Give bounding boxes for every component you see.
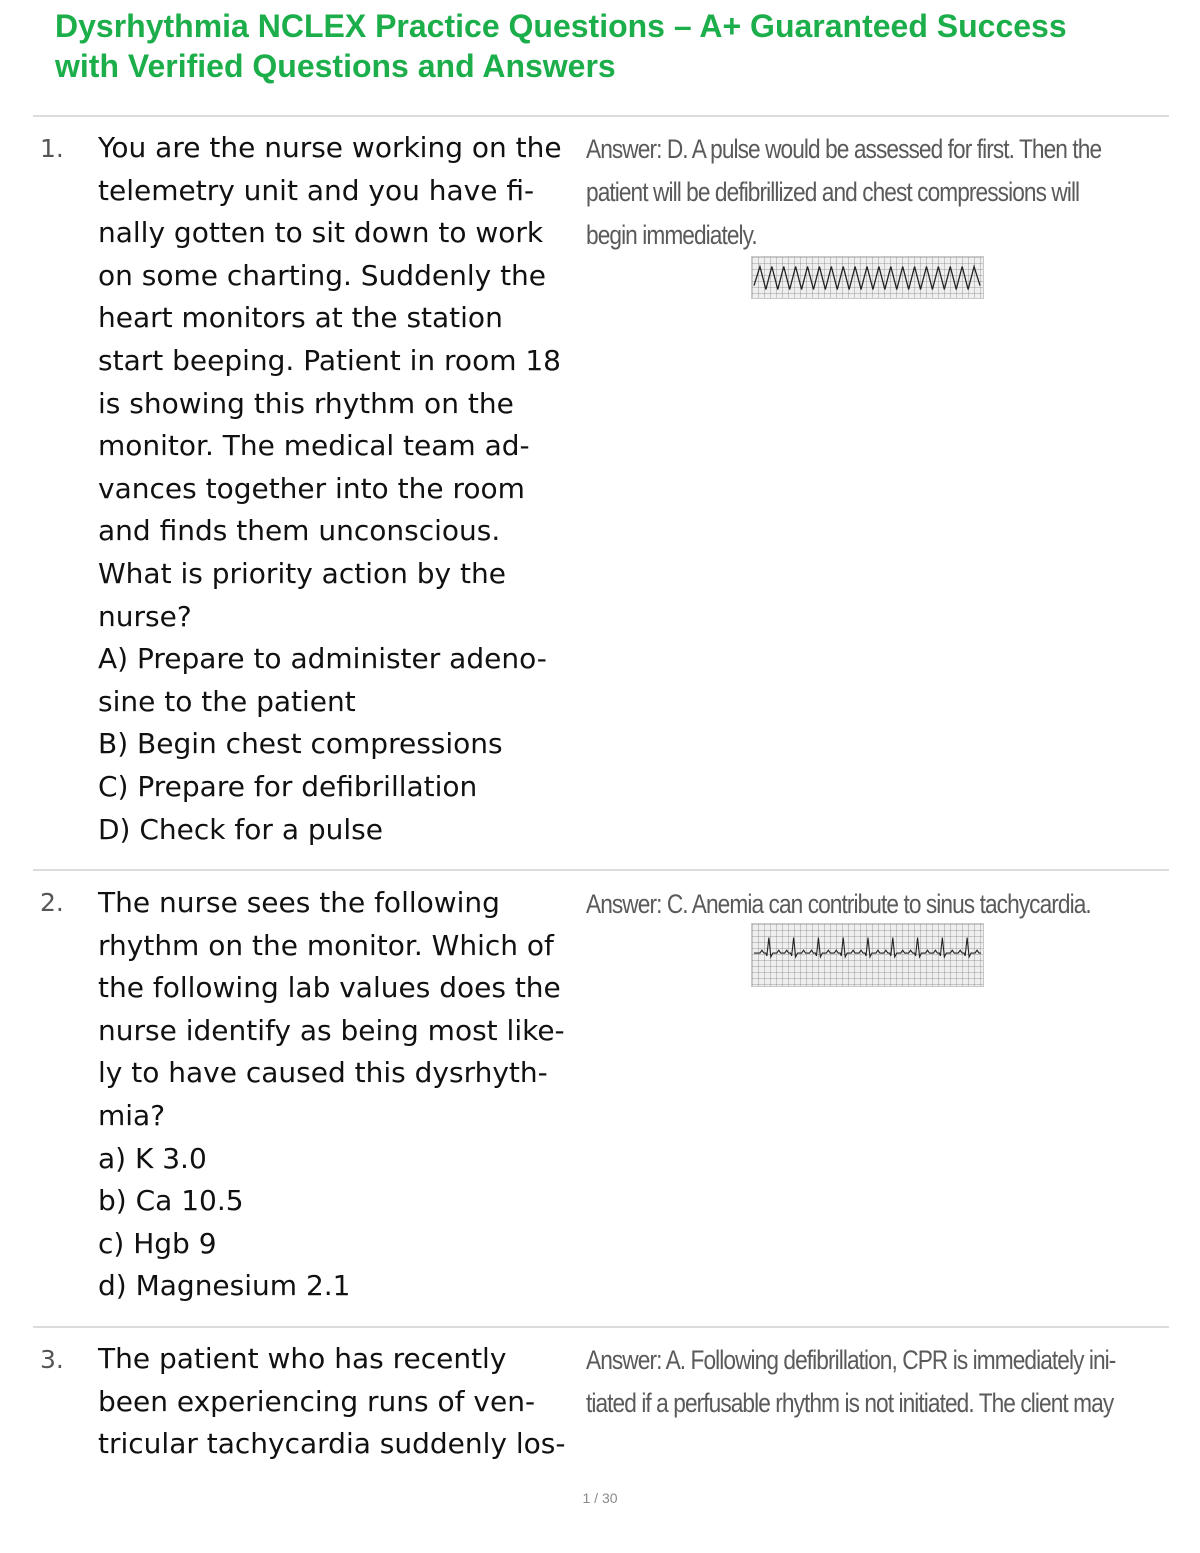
divider [33, 115, 1169, 117]
question-line: ly to have caused this dysrhyth- [98, 1056, 548, 1090]
answer-line: tiated if a perfusable rhythm is not initiated. The client may [586, 1388, 1114, 1418]
question-line: vances together into the room [98, 471, 525, 505]
question-text [98, 127, 578, 851]
sinus-tachycardia-ecg-strip [751, 923, 984, 987]
answer-text [586, 128, 1166, 257]
ventricular-tachycardia-ecg-strip [751, 256, 984, 299]
question-line: rhythm on the monitor. Which of [98, 928, 554, 962]
question-line: What is priority action by the [98, 556, 506, 590]
divider [33, 1326, 1169, 1328]
question-line: is showing this rhythm on the [98, 386, 514, 420]
ecg-waveform [752, 924, 983, 986]
option-d: D) Check for a pulse [98, 812, 383, 846]
answer-text [586, 1339, 1166, 1425]
divider [33, 869, 1169, 871]
question-line: tricular tachycardia suddenly los- [98, 1427, 566, 1461]
option-d: d) Magnesium 2.1 [98, 1269, 351, 1303]
question-line: nally gotten to sit down to work [98, 216, 544, 250]
question-line: mia? [98, 1098, 166, 1132]
option-a: a) K 3.0 [98, 1141, 207, 1175]
question-line: heart monitors at the station [98, 301, 503, 335]
option-a: A) Prepare to administer adeno- [98, 642, 547, 676]
question-number: 3. [40, 1345, 64, 1374]
answer-text [586, 883, 1166, 926]
question-line: nurse identify as being most like- [98, 1013, 565, 1047]
question-line: been experiencing runs of ven- [98, 1384, 536, 1418]
option-b: b) Ca 10.5 [98, 1184, 244, 1218]
answer-line: Answer: C. Anemia can contribute to sinus tachycardia. [586, 889, 1091, 919]
question-line: monitor. The medical team ad- [98, 429, 530, 463]
option-b: B) Begin chest compressions [98, 727, 503, 761]
question-number: 1. [40, 134, 64, 163]
option-c: c) Hgb 9 [98, 1226, 217, 1260]
document-title [55, 6, 1185, 86]
question-line: The patient who has recently [98, 1342, 507, 1375]
answer-line: begin immediately. [586, 220, 757, 250]
question-text [98, 1338, 578, 1466]
option-a-continued: sine to the patient [98, 684, 356, 718]
title-line-2: with Verified Questions and Answers [55, 48, 616, 84]
question-text [98, 882, 578, 1308]
question-line: nurse? [98, 599, 192, 633]
option-c: C) Prepare for defibrillation [98, 769, 478, 803]
question-line: on some charting. Suddenly the [98, 258, 547, 292]
title-line-1: Dysrhythmia NCLEX Practice Questions – A+ Guaranteed Success [55, 8, 1067, 44]
question-line: telemetry unit and you have fi- [98, 173, 535, 207]
question-line: The nurse sees the following [98, 886, 500, 919]
question-line: and finds them unconscious. [98, 514, 501, 548]
answer-line: Answer: D. A pulse would be assessed for first. Then the [586, 134, 1102, 164]
answer-line: patient will be defibrillized and chest compressions will [586, 177, 1080, 207]
page-number: 1 / 30 [582, 1490, 618, 1506]
ecg-waveform [752, 257, 983, 298]
question-number: 2. [40, 888, 64, 917]
question-line: You are the nurse working on the [98, 131, 562, 164]
answer-line: Answer: A. Following defibrillation, CPR is immediately ini- [586, 1345, 1116, 1375]
question-line: the following lab values does the [98, 971, 561, 1005]
question-line: start beeping. Patient in room 18 [98, 343, 561, 377]
